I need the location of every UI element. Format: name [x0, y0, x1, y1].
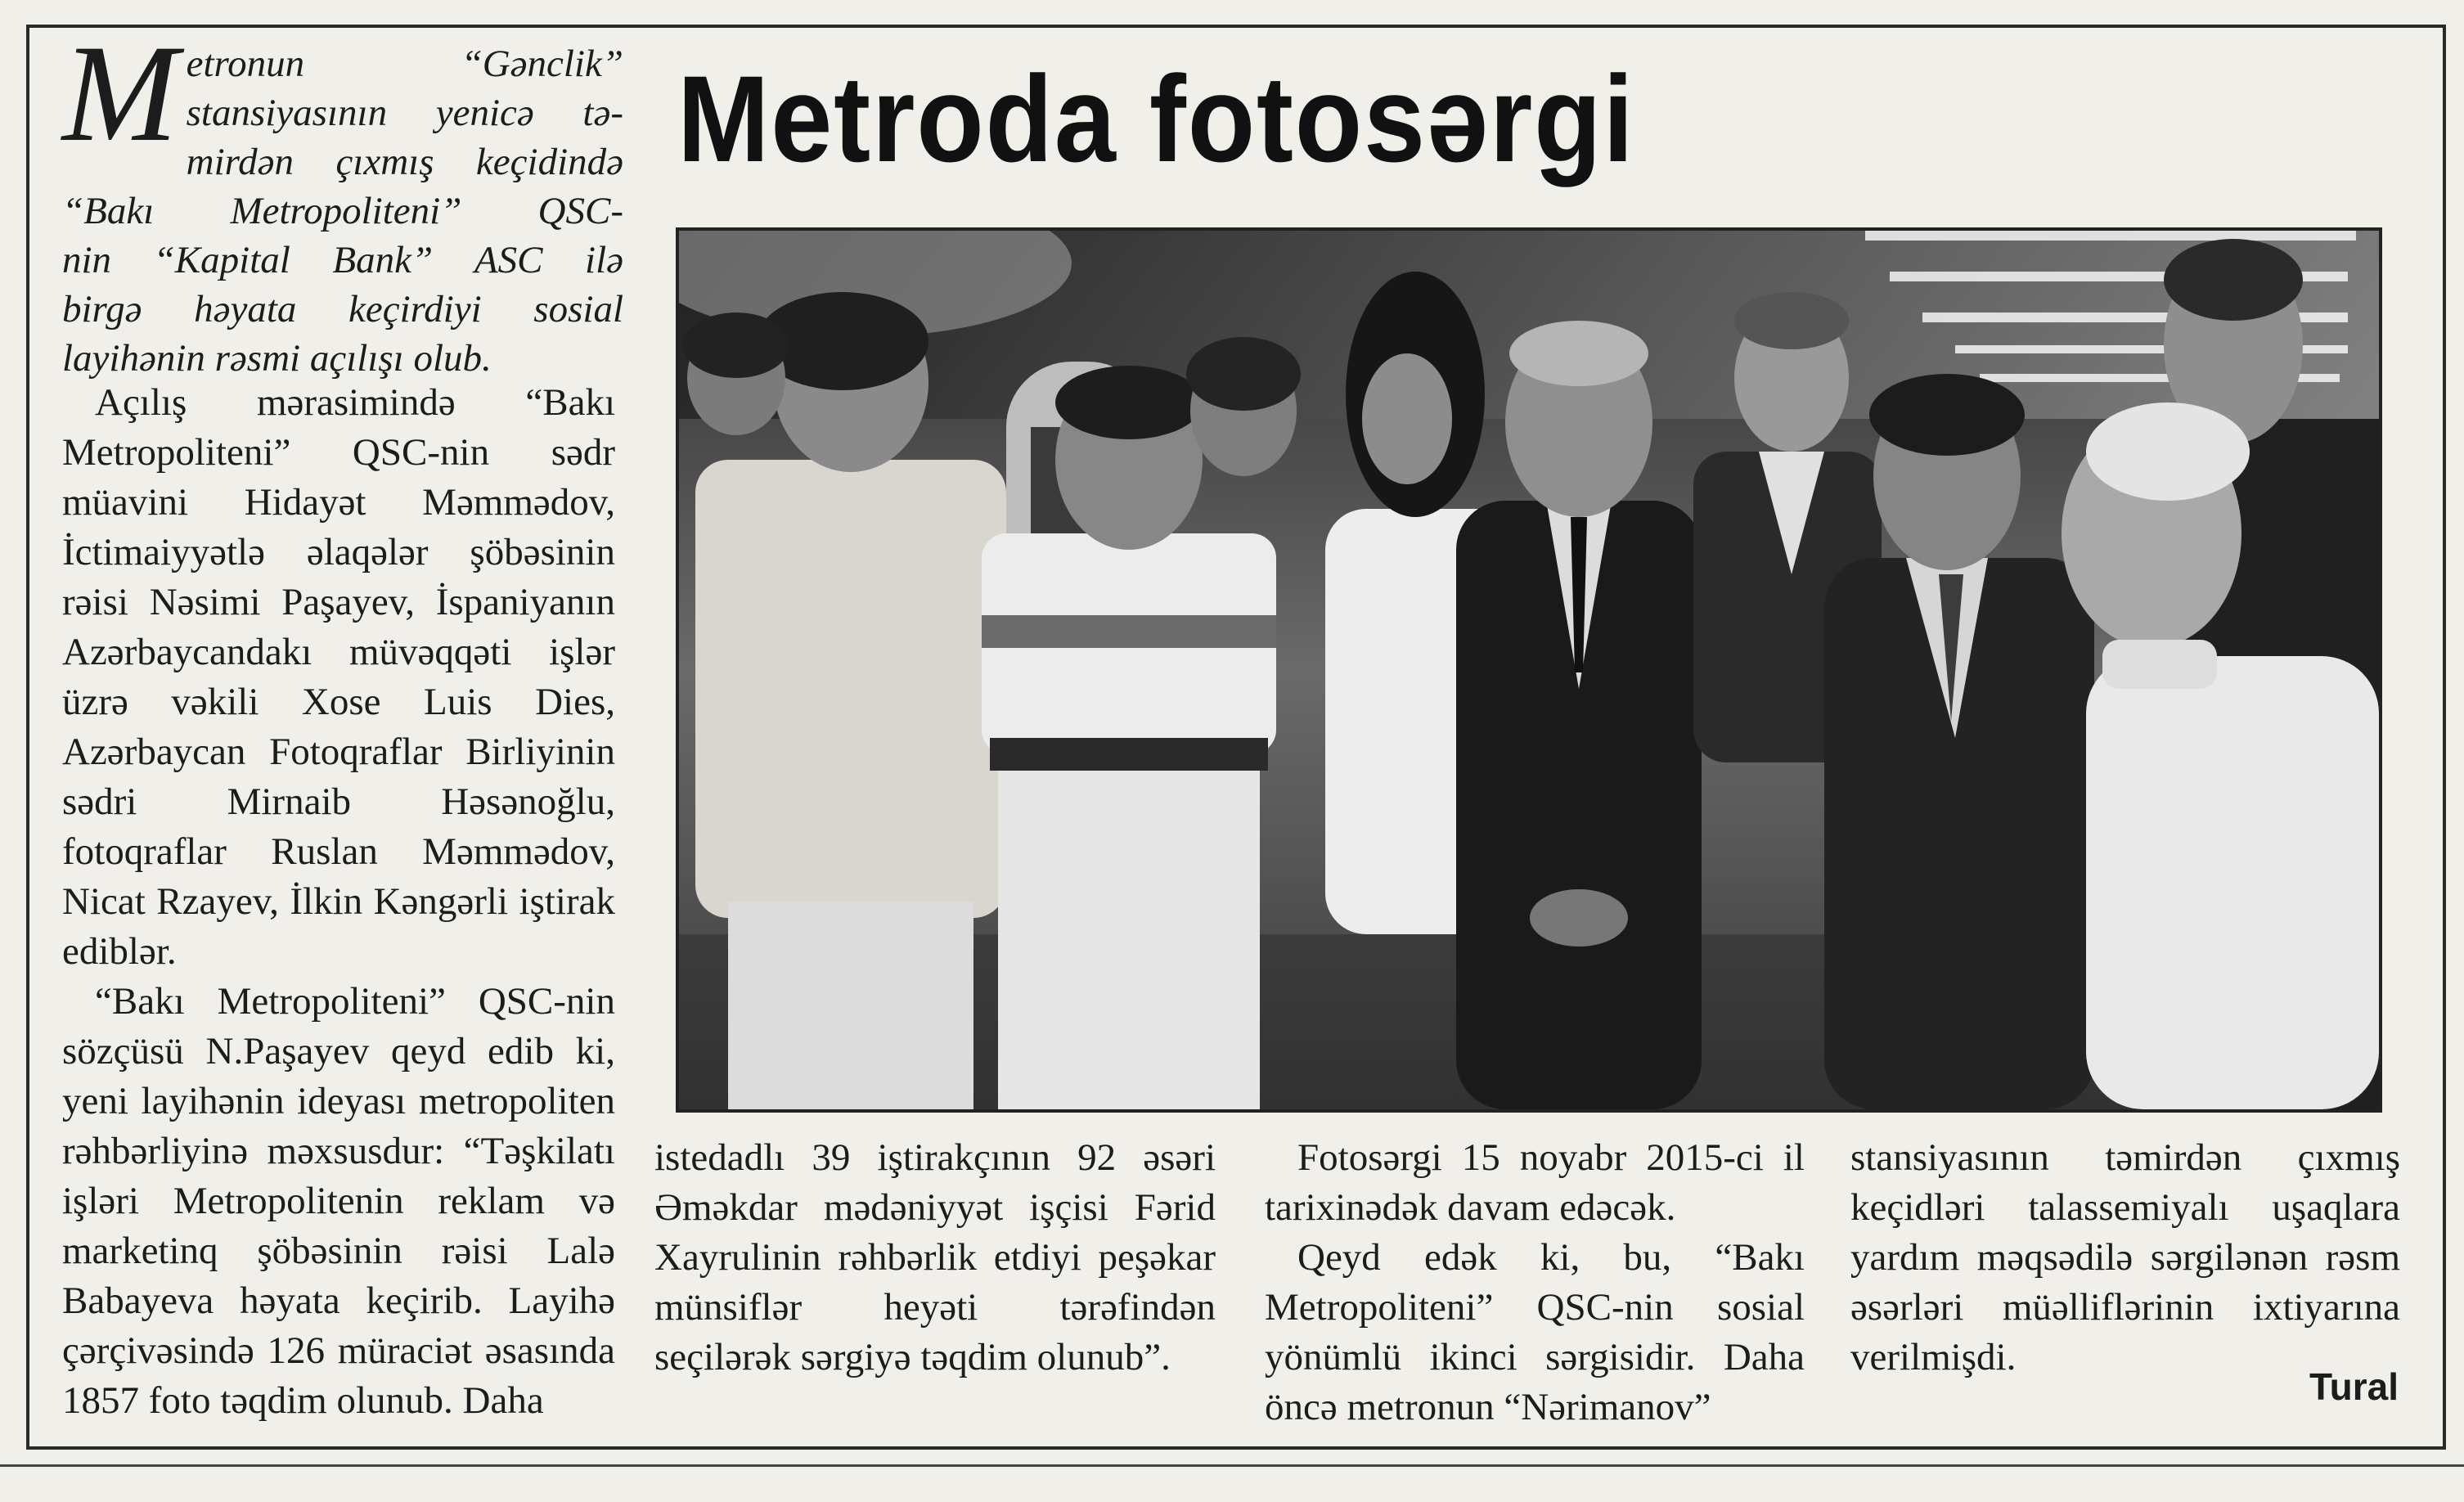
lead-line: mirdən çıxmış keçidində — [186, 141, 623, 183]
author-signature: Tural — [2309, 1365, 2399, 1408]
lead-line: birgə həyata keçirdiyi sosial — [62, 288, 623, 331]
drop-cap: M — [62, 16, 178, 170]
paragraph: stansiyasının təmirdən çıxmış keçidləri talassemiyalı uşaqlara yardım məqsədilə sərgilənən rəsm əsərləri müəlliflərinin ixtiyarına verilmişdi. — [1850, 1136, 2400, 1378]
paragraph: Fotosərgi 15 noyabr 2015-ci il tarixinədək davam edəcək. — [1265, 1136, 1805, 1229]
article-column-4 — [1850, 1133, 2400, 1383]
paragraph: “Bakı Metropoliteni” QSC-nin sözçüsü N.Paşayev qeyd edib ki, yeni layihənin ideyası metropoliten rəhbərliyinə məxsusdur: “Təşkilatı işləri Metropolitenin reklam və marketinq şöbəsinin rəisi Lalə Babayeva həyata keçirib. Layihə çərçivəsində 126 müraciət əsasında 1857 foto təqdim olunub. Daha — [62, 980, 615, 1422]
article-headline: Metroda fotosərgi — [677, 50, 1635, 187]
lead-line: “Bakı Metropoliteni” QSC- — [62, 190, 623, 232]
lead-line: etronun “Gənclik” — [186, 43, 623, 85]
photo-illustration — [679, 231, 2379, 1109]
lead-line: stansiyasının yenicə tə- — [186, 92, 623, 134]
paragraph: istedadlı 39 iştirakçının 92 əsəri Əməkdar mədəniyyət işçisi Fərid Xayrulinin rəhbərlik etdiyi peşəkar münsiflər heyəti tərəfindən seçilərək sərgiyə təqdim olunub”. — [654, 1136, 1216, 1378]
page-bottom-rule — [0, 1464, 2464, 1467]
lead-line: layihənin rəsmi açılışı olub. — [62, 337, 492, 380]
lead-line: nin “Kapital Bank” ASC ilə — [62, 239, 623, 281]
article-photo — [676, 227, 2382, 1113]
paragraph: Açılış mərasimində “Bakı Metropoliteni” QSC-nin sədr müavini Hidayət Məmmədov, İctimaiyyətlə əlaqələr şöbəsinin rəisi Nəsimi Paşayev, İspaniyanın Azərbaycandakı müvəqqəti işlər üzrə vəkili Xose Luis Dies, Azərbaycan Fotoqraflar Birliyinin sədri Mirnaib Həsənoğlu, fotoqraflar Ruslan Məmmədov, Nicat Rzayev, İlkin Kəngərli iştirak ediblər. — [62, 381, 615, 973]
article-column-2 — [654, 1133, 1216, 1383]
article-column-3 — [1265, 1133, 1805, 1432]
article-column-1 — [62, 378, 615, 1426]
article-lead — [62, 16, 623, 383]
paragraph: Qeyd edək ki, bu, “Bakı Metropoliteni” QSC-nin sosial yönümlü ikinci sərgisidir. Daha öncə metronun “Nərimanov” — [1265, 1236, 1805, 1428]
